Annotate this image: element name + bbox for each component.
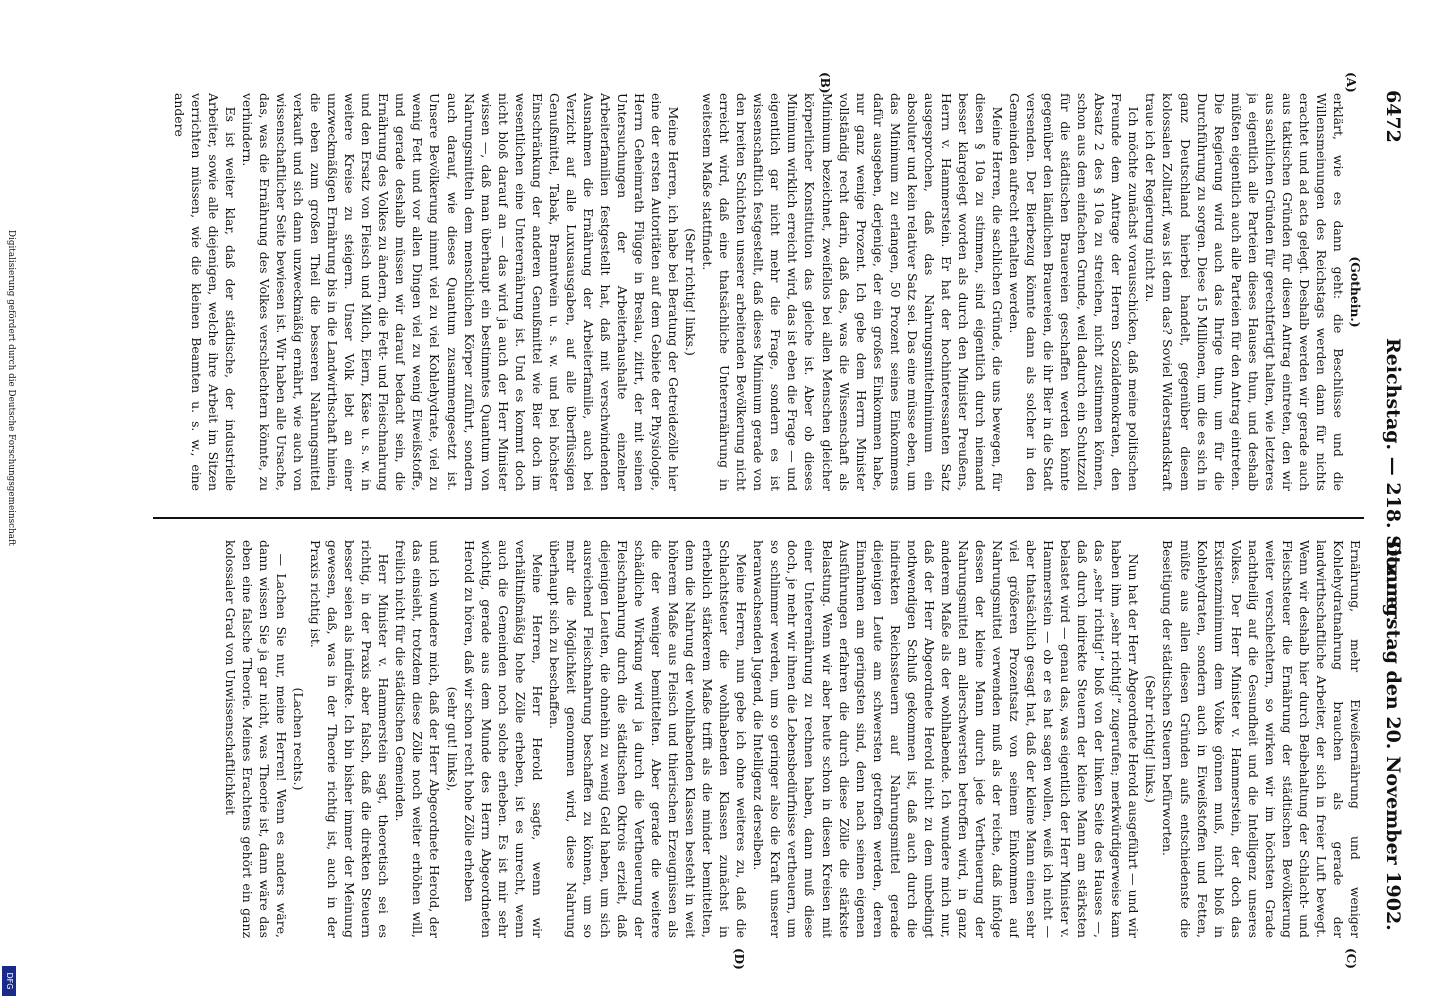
interjection: (Sehr richtig! links.) bbox=[1143, 675, 1159, 803]
paragraph: — Lachen Sie nur, meine Herren! Wenn es anders wäre, dann wissen Sie ja gar nicht, was Theorie ist, dann wäre das eben eine falsche Theorie. Meines Erachtens gehört ein ganz kolossaler Grad von Unwissenschaftlichkeit bbox=[222, 540, 290, 938]
interjection: (Sehr richtig! links.) bbox=[683, 228, 699, 356]
interjection: (sehr gut! links), bbox=[444, 686, 460, 792]
interjection: (Lachen rechts.) bbox=[291, 687, 307, 791]
margin-marker-b: (B) bbox=[818, 72, 832, 94]
left-text-column bbox=[150, 93, 1364, 491]
session-title: Reichstag. — 218. Sitzung. bbox=[1382, 338, 1404, 624]
paragraph: und ich wundere mich, daß der Herr Abgeordnete Herold, der das einsieht, trotzdem diese Zölle noch weiter erhöhen will, freilich nicht für die städtischen Gemeinden. bbox=[393, 540, 443, 938]
paragraph: Meine Herren, nun gebe ich ohne weiteres zu, daß die Schlachtsteuer die wohlhabenden Klassen zunächst in erheblich stärkerem Maße trifft als die minder bemittelten, denn die Nahrung der wohlhabenden Klassen besteht in weit höherem Maße aus Fleisch und thierischen Erzeugnissen als die der weniger bemittelten. Aber gerade die weitere schädliche Wirkung wird ja durch die Vertheuerung der Fleischnahrung durch die städtischen Oktrois erzielt, daß diejenigen Leuten, die ohnehin zu wenig Geld haben, um sich ausreichend Fleischnahrung beschaffen zu können, um so mehr die Möglichkeit genommen wird, diese Nahrung überhaupt sich zu beschaffen. bbox=[546, 540, 750, 938]
paragraph: erklärt, wie es dann geht: die Beschlüsse und die Willensmeinungen des Reichstags werden dann für nichts erachtet und ad acta gelegt. Deshalb werden wir gerade auch aus taktischen Gründen für diesen Antrag eintreten, den wir aus sachlichen Gründen für gerechtfertigt halten, wie letzteres ja eigentlich alle Parteien dieses Hauses thun, und deshalb müßten eigentlich auch alle Parteien für den Antrag eintreten. Die Regierung wird auch das Ihrige thun, um für die Durchführung zu sorgen. Diese 15 Millionen, um die es sich in ganz Deutschland hierbei handelt, gegenüber diesem kolossalen Zolltarif, was ist denn das? Soviel Widerstandskraft traue ich der Regierung nicht zu. bbox=[1143, 93, 1346, 491]
column-divider bbox=[153, 517, 1364, 519]
paragraph: Es ist weiter klar, daß der städtische, der industrielle Arbeiter, sowie alle diejenigen, welche ihre Arbeit im Sitzen verrichten müssen, wie die kleinen Beamten u. s. w., eine andere bbox=[171, 93, 238, 491]
margin-marker-d: (D) bbox=[732, 948, 746, 970]
speaker-name: (Gothein.) bbox=[1348, 256, 1363, 328]
dfg-logo: DFG bbox=[2, 966, 16, 996]
right-text-column bbox=[158, 540, 1364, 938]
margin-marker-a: (A) bbox=[1344, 72, 1358, 93]
digitization-credit: Digitalisierung gefördert durch die Deutsche Forschungsgemeinschaft bbox=[6, 230, 16, 546]
page-header bbox=[1374, 0, 1404, 1000]
paragraph: Meine Herren, die sachlichen Gründe, die uns bewegen, für diesen § 10a zu stimmen, sind eigentlich durch niemand besser klargelegt worden als durch den Minister Preußens, Herrn v. Hammerstein. Er hat der hochinteressanten Satz ausgesprochen, daß das Nahrungsmittelminimum ein absoluter und kein relativer Satz sei. Das eine müsse eben, um das Minimum zu erlangen, 50 Prozent seines Einkommens dafür ausgeben, derjenige, der ein großes Einkommen habe, nur ganz wenige Prozent. Ich gebe dem Herrn Minister vollständig recht darin, daß das, was die Wissenschaft als Minimum bezeichnet, zweifellos bei allen Menschen gleicher körperlicher Konstitution das gleiche ist. Aber ob dieses Minimum wirklich erreicht wird, das ist eben die Frage — und eigentlich gar nicht mehr die Frage, sondern es ist wissenschaftlich festgestellt, daß dieses Minimum gerade von den breiten Schichten unserer arbeitenden Bevölkerung nicht erreicht wird, daß eine thatsächliche Unterernährung in weitestem Maße stattfindet. bbox=[700, 93, 1006, 491]
paragraph: Herr Minister v. Hammerstein sagt, theoretisch sei es richtig, in der Praxis aber falsch, daß die direkten Steuern besser seien als indirekte. Ich bin bisher immer der Meinung gewesen, daß, was in der Theorie richtig ist, auch in der Praxis richtig ist. bbox=[308, 540, 392, 938]
paragraph: Meine Herren, ich habe bei Beratung der Getreidezölle hier eine der ersten Autoritäten auf dem Gebiete der Physiologie, Herrn Geheimrath Flügge in Breslau, zitirt, der mit seinen Untersuchungen der Arbeiterhaushalte einzelner Arbeiterfamilien festgestellt hat, daß mit verschwindenden Ausnahmen die Ernährung der Arbeiterfamilie, auch bei Verzicht auf alle Luxusausgaben, auf alle überflüssigen Genußmittel, Tabak, Branntwein u. s. w. und bei höchster Einschränkung der anderen Genußmittel wie Bier doch im wesentlichen eine Unterernährung ist. Und es kommt doch nicht bloß darauf an — das wird ja auch der Herr Minister wissen —, daß man überhaupt ein bestimmtes Quantum von Nahrungsmitteln dem menschlichen Körper zuführt, sondern auch darauf, wie dieses Quantum zusammengesetzt ist. Unsere Bevölkerung nimmt viel zu viel Kohlehydrate, viel zu wenig Fett und vor allen Dingen viel zu wenig Eiweißstoffe, und gerade deshalb müssen wir darauf bedacht sein, die Ernährung des Volkes zu ändern, die Fett- und Fleischnahrung und den Ersatz von Fleisch und Milch, Eiern, Käse u. s. w. in weitere Kreise zu steigern. Unser Volk lebt an einer unzweckmäßigen Ernährung bis in die Landwirthschaft hinein, die eben zum großen Theil die besseren Nahrungsmittel verkauft und sich dann unzweckmäßig ernährt, wie auch von wissenschaftlicher Seite bewiesen ist. Wir haben alle Ursache, das, was die Ernährung des Volkes verschlechtern könnte, zu verhindern. bbox=[239, 93, 682, 491]
page-number: 6472 bbox=[1382, 90, 1404, 143]
margin-marker-c: (C) bbox=[1344, 948, 1358, 969]
paragraph: Ich möchte zunächst vorausschicken, daß meine politischen Freunde dem Antrage der Herren Sozialdemokraten, den Absatz 2 des § 10a zu streichen, nicht zustimmen können, schon aus dem einfachen Grunde, weil dadurch ein Schutzzoll für die städtischen Brauereien geschaffen werden könnte gegenüber den ländlichen Brauereien, die ihr Bier in die Stadt versenden. Der Bierbezug könnte dann als solcher in den Gemeinden aufrecht erhalten werden. bbox=[1007, 93, 1142, 491]
paragraph: Nun hat der Herr Abgeordnete Herold ausgeführt — und wir haben ihm „sehr richtig!“ zugerufen; merkwürdigerweise kam das „sehr richtig!“ bloß von der linken Seite des Hauses —, daß durch indirekte Steuern der kleine Mann am stärksten belastet wird — genau das, was eigentlich der Herr Minister v. Hammerstein — ob er es hat sagen wollen, weiß ich nicht — aber thatsächlich gesagt hat, daß der kleine Mann einen sehr viel größeren Prozentsatz von seinem Einkommen auf Nahrungsmittel verwenden muß als der reiche, daß infolge dessen der kleine Mann durch jede Vertheuerung der Nahrungsmittel am allerschwersten betroffen wird, in ganz anderem Maße als der wohlhabende. Ich wundere mich nur, daß der Herr Abgeordnete Herold nicht zu dem unbedingt nothwendigen Schluß gekommen ist, daß auch durch die indirekten Reichssteuern auf Nahrungsmittel gerade diejenigen Leute am schwersten getroffen werden, deren Einnahmen am geringsten sind, denn nach seinen eigenen Ausführungen erfahren die durch diese Zölle die stärkste Belastung. Wenn wir aber heute schon in diesen Kreisen mit einer Unterernährung zu rechnen haben, dann muß diese doch, je mehr wir ihnen die Lebensbedürfnisse vertheuern, um so schlimmer werden, um so geringer also die Kraft unserer heranwachsenden Jugend, die Intelligenz derselben. bbox=[751, 540, 1142, 938]
paragraph: Ernährung, mehr Eiweißernährung und weniger Kohlehydratnahrung brauchen als gerade der landwirthschaftliche Arbeiter, der sich in freier Luft bewegt. Wenn wir deshalb hier durch Beibehaltung der Schlacht- und Fleischsteuer die Ernährung der städtischen Bevölkerung weiter verschlechtern, so wirken wir im höchsten Grade nachtheilig auf die Gesundheit und die Intelligenz unseres Volkes. Der Herr Minister v. Hammerstein, der doch das Existenzminimum dem Volke gönnen muß, nicht bloß in Kohlehydraten, sondern auch in Eiweißstoffen und Fetten, müßte aus allen diesen Gründen aufs entschiedenste die Beseitigung der städtischen Steuern befürworten. bbox=[1160, 540, 1363, 938]
session-date: Donnerstag den 20. November 1902. bbox=[1382, 540, 1404, 931]
paragraph: Meine Herren, Herr Herold sagte, wenn wir verhältnißmäßig hohe Zölle erheben, ist es unrecht, wenn auch die Gemeinden noch solche erheben. Es ist mir sehr wichtig, gerade aus dem Munde des Herrn Abgeordneten Herold zu hören, daß wir schon recht hohe Zölle erheben bbox=[461, 540, 545, 938]
